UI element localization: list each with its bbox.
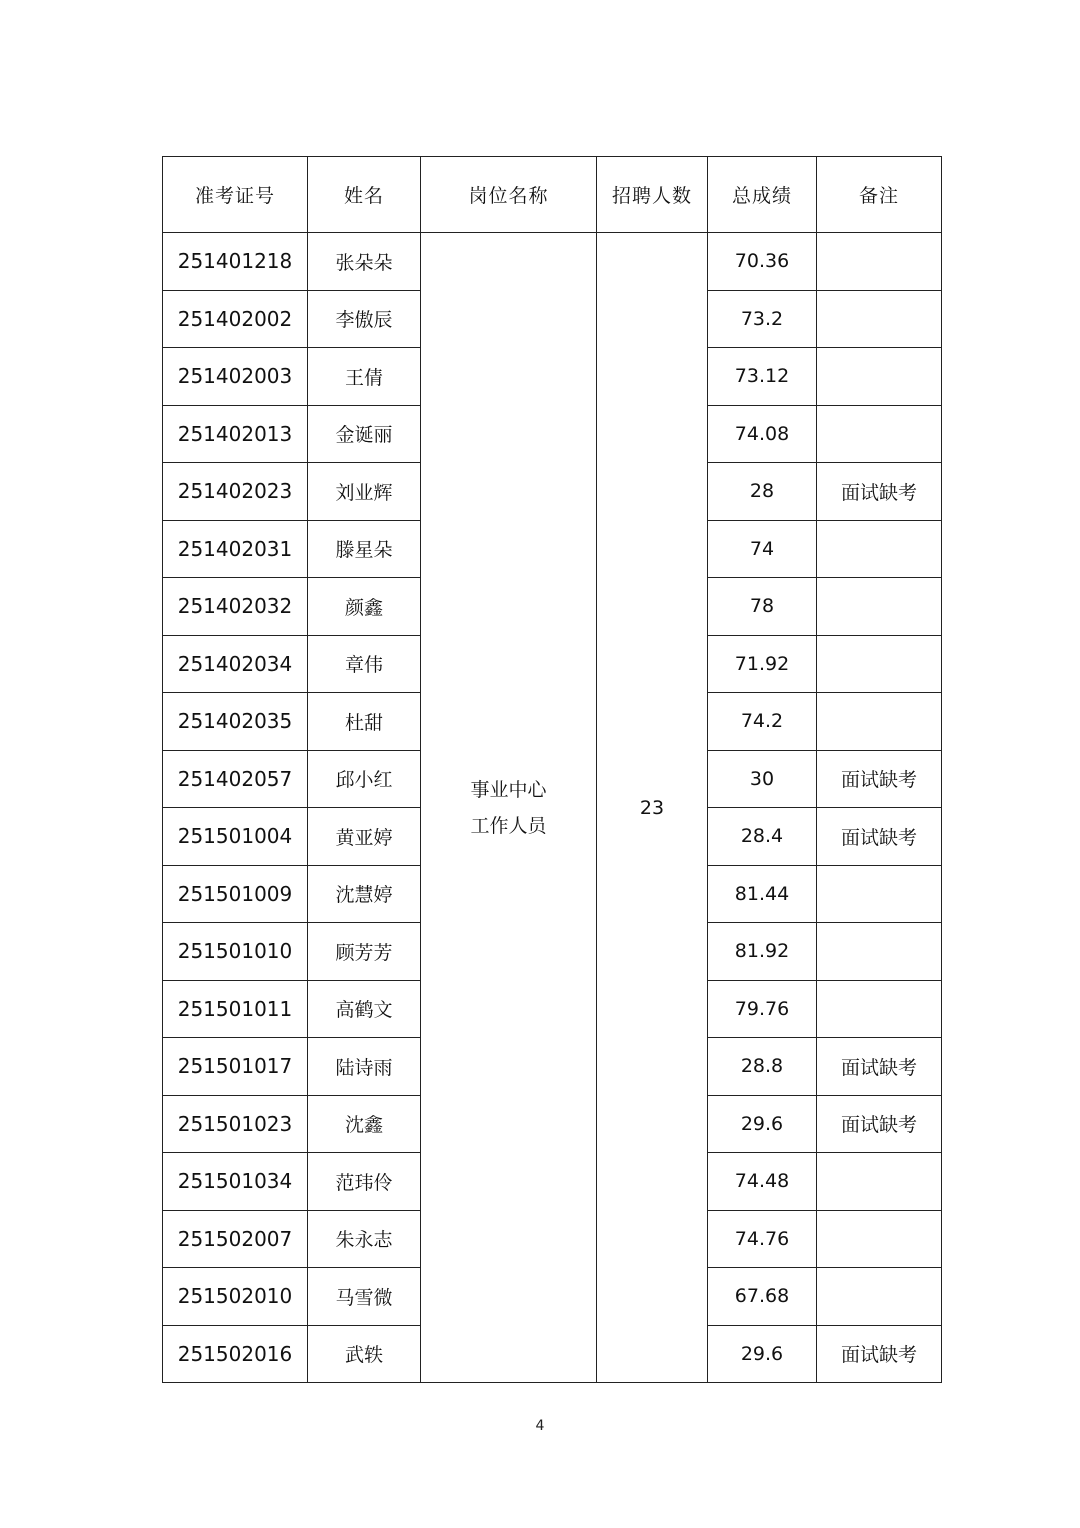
header-quota: 招聘人数: [597, 157, 708, 233]
remark-cell: 面试缺考: [817, 808, 942, 866]
table-header: [163, 157, 942, 233]
score-cell: 74.48: [708, 1153, 817, 1211]
name-cell: 陆诗雨: [308, 1038, 421, 1096]
remark-cell: [817, 635, 942, 693]
remark-cell: [817, 290, 942, 348]
exam-id-cell: 251501010: [163, 923, 308, 981]
name-cell: 张朵朵: [308, 233, 421, 291]
name-cell: 顾芳芳: [308, 923, 421, 981]
name-cell: 马雪微: [308, 1268, 421, 1326]
quota-cell: 23: [597, 233, 708, 1383]
post-cell: [421, 233, 597, 1383]
name-cell: 沈慧婷: [308, 865, 421, 923]
name-cell: 朱永志: [308, 1210, 421, 1268]
score-cell: 81.92: [708, 923, 817, 981]
score-cell: 70.36: [708, 233, 817, 291]
name-cell: 沈鑫: [308, 1095, 421, 1153]
remark-cell: [817, 405, 942, 463]
name-cell: 金诞丽: [308, 405, 421, 463]
exam-id-cell: 251402003: [163, 348, 308, 406]
exam-id-cell: 251402034: [163, 635, 308, 693]
score-cell: 74.08: [708, 405, 817, 463]
exam-id-cell: 251501009: [163, 865, 308, 923]
exam-id-cell: 251402002: [163, 290, 308, 348]
remark-cell: [817, 923, 942, 981]
name-cell: 武轶: [308, 1325, 421, 1383]
score-cell: 30: [708, 750, 817, 808]
name-cell: 章伟: [308, 635, 421, 693]
score-cell: 71.92: [708, 635, 817, 693]
exam-id-cell: 251501034: [163, 1153, 308, 1211]
remark-cell: [817, 578, 942, 636]
post-name-line-1: 事业中心: [470, 778, 547, 801]
remark-cell: [817, 980, 942, 1038]
exam-id-cell: 251402013: [163, 405, 308, 463]
header-post: 岗位名称: [421, 157, 597, 233]
score-cell: 28.4: [708, 808, 817, 866]
remark-cell: [817, 1210, 942, 1268]
exam-id-cell: 251502007: [163, 1210, 308, 1268]
header-score: 总成绩: [708, 157, 817, 233]
name-cell: 高鹤文: [308, 980, 421, 1038]
score-cell: 78: [708, 578, 817, 636]
score-cell: 29.6: [708, 1095, 817, 1153]
exam-id-cell: 251402032: [163, 578, 308, 636]
score-cell: 79.76: [708, 980, 817, 1038]
page-number: 4: [535, 1418, 545, 1434]
remark-cell: 面试缺考: [817, 1325, 942, 1383]
remark-cell: 面试缺考: [817, 1095, 942, 1153]
score-cell: 67.68: [708, 1268, 817, 1326]
name-cell: 刘业辉: [308, 463, 421, 521]
exam-id-cell: 251402057: [163, 750, 308, 808]
exam-id-cell: 251501011: [163, 980, 308, 1038]
name-cell: 黄亚婷: [308, 808, 421, 866]
post-name-line-2: 工作人员: [470, 814, 547, 837]
score-cell: 74.2: [708, 693, 817, 751]
score-cell: 73.2: [708, 290, 817, 348]
exam-id-cell: 251402035: [163, 693, 308, 751]
exam-id-cell: 251501023: [163, 1095, 308, 1153]
remark-cell: 面试缺考: [817, 463, 942, 521]
name-cell: 范玮伶: [308, 1153, 421, 1211]
exam-id-cell: 251502016: [163, 1325, 308, 1383]
name-cell: 王倩: [308, 348, 421, 406]
score-cell: 28: [708, 463, 817, 521]
exam-id-cell: 251502010: [163, 1268, 308, 1326]
score-cell: 74.76: [708, 1210, 817, 1268]
header-remark: 备注: [817, 157, 942, 233]
name-cell: 滕星朵: [308, 520, 421, 578]
remark-cell: [817, 693, 942, 751]
exam-id-cell: 251401218: [163, 233, 308, 291]
results-table: [162, 156, 942, 1383]
table-row: [163, 233, 942, 291]
name-cell: 颜鑫: [308, 578, 421, 636]
exam-id-cell: 251402023: [163, 463, 308, 521]
remark-cell: [817, 233, 942, 291]
score-cell: 74: [708, 520, 817, 578]
remark-cell: [817, 865, 942, 923]
remark-cell: 面试缺考: [817, 750, 942, 808]
table-body: [163, 233, 942, 1383]
score-cell: 81.44: [708, 865, 817, 923]
remark-cell: 面试缺考: [817, 1038, 942, 1096]
name-cell: 李傲辰: [308, 290, 421, 348]
score-cell: 73.12: [708, 348, 817, 406]
remark-cell: [817, 348, 942, 406]
header-exam-id: 准考证号: [163, 157, 308, 233]
score-cell: 29.6: [708, 1325, 817, 1383]
exam-id-cell: 251402031: [163, 520, 308, 578]
exam-id-cell: 251501004: [163, 808, 308, 866]
name-cell: 杜甜: [308, 693, 421, 751]
exam-id-cell: 251501017: [163, 1038, 308, 1096]
remark-cell: [817, 520, 942, 578]
header-name: 姓名: [308, 157, 421, 233]
remark-cell: [817, 1268, 942, 1326]
remark-cell: [817, 1153, 942, 1211]
score-cell: 28.8: [708, 1038, 817, 1096]
name-cell: 邱小红: [308, 750, 421, 808]
header-row: [163, 157, 942, 233]
